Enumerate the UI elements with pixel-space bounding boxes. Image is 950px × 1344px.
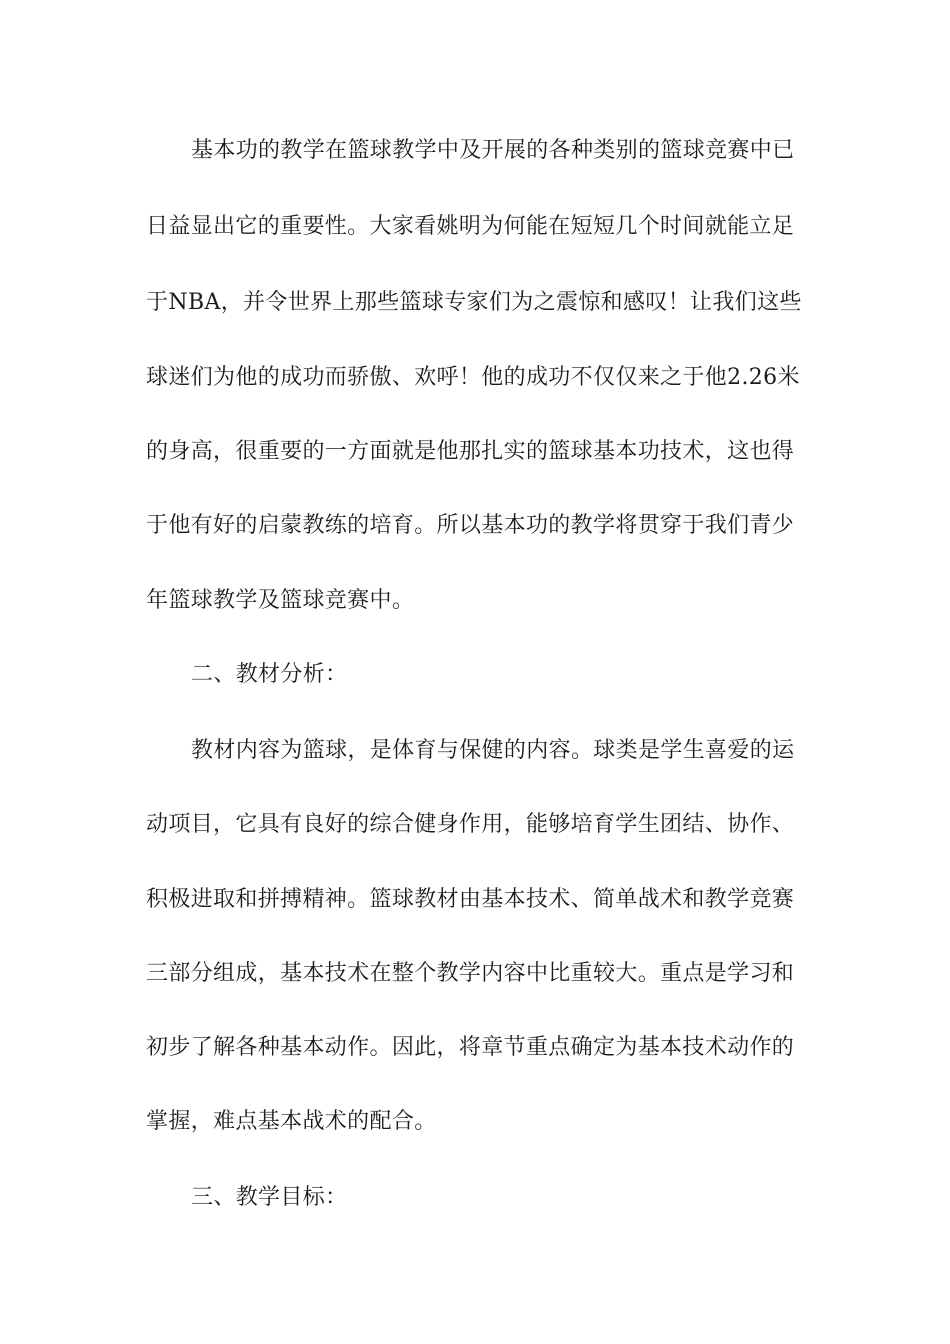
paragraph-line: 基本功的教学在篮球教学中及开展的各种类别的篮球竞赛中已: [191, 138, 795, 163]
paragraph-line: 于NBA，并令世界上那些篮球专家们为之震惊和感叹！让我们这些: [146, 290, 802, 315]
paragraph-line: 于他有好的启蒙教练的培育。所以基本功的教学将贯穿于我们青少: [146, 513, 795, 538]
paragraph-line: 年篮球教学及篮球竞赛中。: [146, 588, 415, 613]
section-heading: 二、教材分析：: [191, 662, 348, 687]
paragraph-line: 球迷们为他的成功而骄傲、欢呼！他的成功不仅仅来之于他2.26米: [146, 365, 800, 390]
section-heading: 三、教学目标：: [191, 1185, 348, 1210]
paragraph-line: 掌握，难点基本战术的配合。: [146, 1109, 437, 1134]
paragraph-line: 日益显出它的重要性。大家看姚明为何能在短短几个时间就能立足: [146, 214, 795, 239]
paragraph-line: 动项目，它具有良好的综合健身作用，能够培育学生团结、协作、: [146, 812, 795, 837]
paragraph-line: 的身高，很重要的一方面就是他那扎实的篮球基本功技术，这也得: [146, 439, 795, 464]
paragraph-line: 初步了解各种基本动作。因此，将章节重点确定为基本技术动作的: [146, 1035, 795, 1060]
paragraph-line: 积极进取和拼搏精神。篮球教材由基本技术、简单战术和教学竞赛: [146, 887, 795, 912]
paragraph-line: 教材内容为篮球，是体育与保健的内容。球类是学生喜爱的运: [191, 738, 795, 763]
paragraph-line: 三部分组成，基本技术在整个教学内容中比重较大。重点是学习和: [146, 961, 795, 986]
